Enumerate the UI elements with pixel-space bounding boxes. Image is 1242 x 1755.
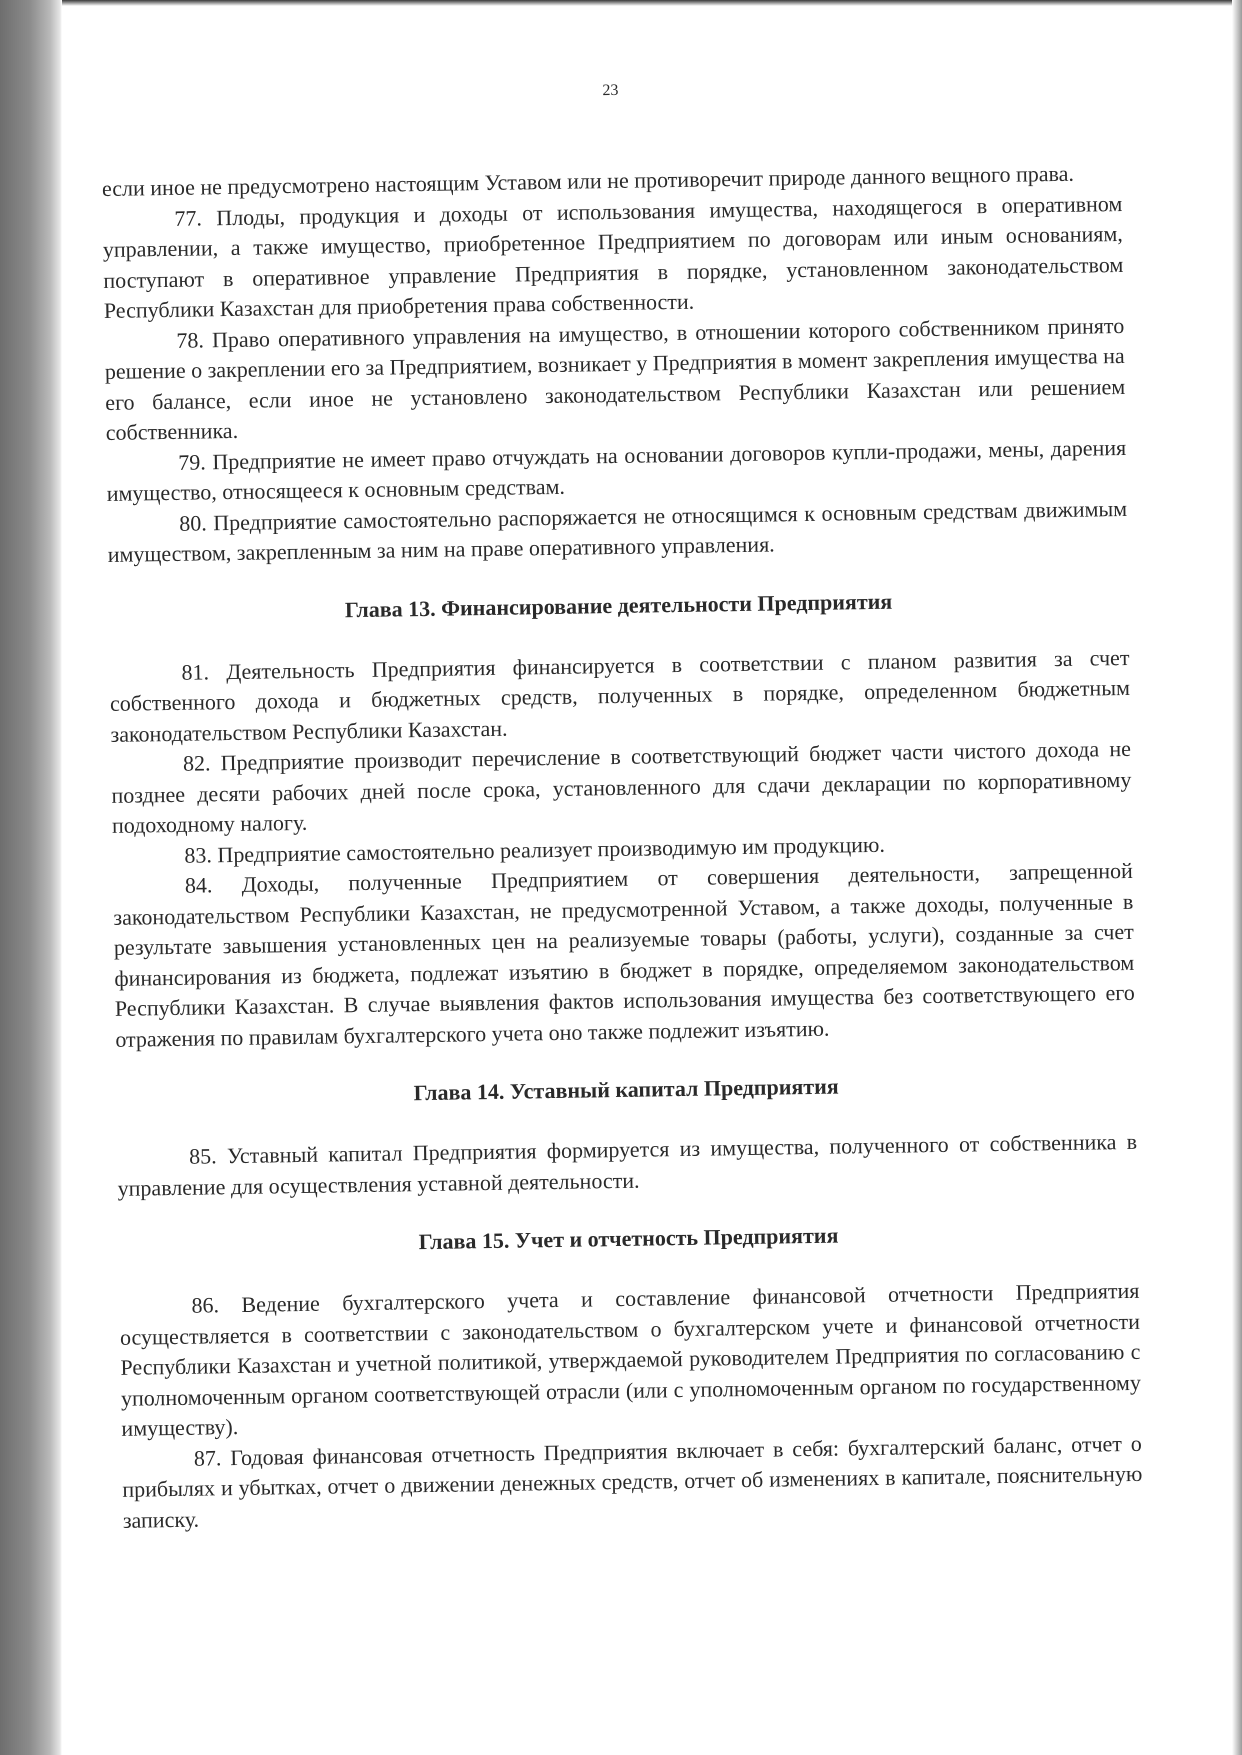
paragraph: 83. Предприятие самостоятельно реализует производимую им продукцию.: [184, 831, 886, 868]
scan-shadow-left: [0, 0, 62, 1755]
paragraph: 82. Предприятие производит перечисление в соответствующий бюджет части чистого дохода не позднее десяти рабочих дней после срока, установленного для сдачи декларации по корпоративному подоходному налогу.: [111, 735, 1132, 838]
paragraph: если иное не предусмотрено настоящим Уставом или не противоречит природе данного вещного права.: [101, 160, 1075, 201]
scan-edge-right: [1232, 0, 1242, 1755]
paragraph: 86. Ведение бухгалтерского учета и составление финансовой отчетности Предприятия осуществляется в соответствии с законодательством о бухгалтерском учете и финансовой отчетности Республики Казахстан и учетной политикой, утверждаемой руководителем Предприятия по согласованию с уполномоченным органом соответствующей отрасли (или с уполномоченным органом по государственному имуществу).: [119, 1277, 1142, 1441]
chapter-heading: Глава 15. Учет и отчетность Предприятия: [418, 1222, 839, 1255]
paragraph: 80. Предприятие самостоятельно распоряжается не относящимся к основным средствам движимым имуществом, закрепленным за ним на праве оперативного управления.: [107, 495, 1128, 567]
document-page: [100, 52, 1143, 1536]
paragraph: 81. Деятельность Предприятия финансируется в соответствии с планом развития за счет собственного дохода и бюджетных средств, полученных в порядке, определенном бюджетным законодательством Республики Казахстан.: [109, 644, 1131, 747]
paragraph: 78. Право оперативного управления на имущество, в отношении которого собственником принято решение о закреплении его за Предприятием, возникает у Предприятия в момент закрепления имущества на его балансе, если иное не установлено законодательством Республики Казахстан или решением собственника.: [104, 312, 1126, 445]
chapter-heading: Глава 13. Финансирование деятельности Предприятия: [344, 588, 893, 622]
paragraph: 85. Уставный капитал Предприятия формируется из имущества, полученного от собственника в управление для осуществления уставной деятельности.: [117, 1128, 1138, 1201]
document-body: [102, 158, 1143, 1536]
chapter-heading: Глава 14. Уставный капитал Предприятия: [413, 1073, 839, 1106]
scan-edge-top: [0, 0, 1242, 6]
paragraph: 87. Годовая финансовая отчетность Предприятия включает в себя: бухгалтерский баланс, отчет о прибылях и убытках, отчет о движении денежных средств, отчет об изменениях в капитале, пояснительную записку.: [122, 1430, 1143, 1533]
paragraph: 77. Плоды, продукция и доходы от использования имущества, находящегося в оперативном управлении, а также имущество, приобретенное Предприятием по договорам или иным основаниям, поступают в оперативное управление Предприятия в порядке, установленном законодательством Республики Казахстан для приобретения права собственности.: [102, 190, 1124, 323]
page-number: 23: [602, 81, 619, 100]
paragraph: 79. Предприятие не имеет право отчуждать на основании договоров купли-продажи, мены, дарения имущество, относящееся к основным средствам.: [106, 434, 1127, 506]
paragraph: 84. Доходы, полученные Предприятием от совершения деятельности, запрещенной законодательством Республики Казахстан, не предусмотренной Уставом, а также доходы, полученные в результате завышения установленных цен на реализуемые товары (работы, услуги), созданные за счет финансирования из бюджета, подлежат изъятию в бюджет в порядке, определяемом законодательством Республики Казахстан. В случае выявления фактов использования имущества без соответствующего его отражения по правилам бухгалтерского учета оно также подлежит изъятию.: [113, 857, 1135, 1052]
